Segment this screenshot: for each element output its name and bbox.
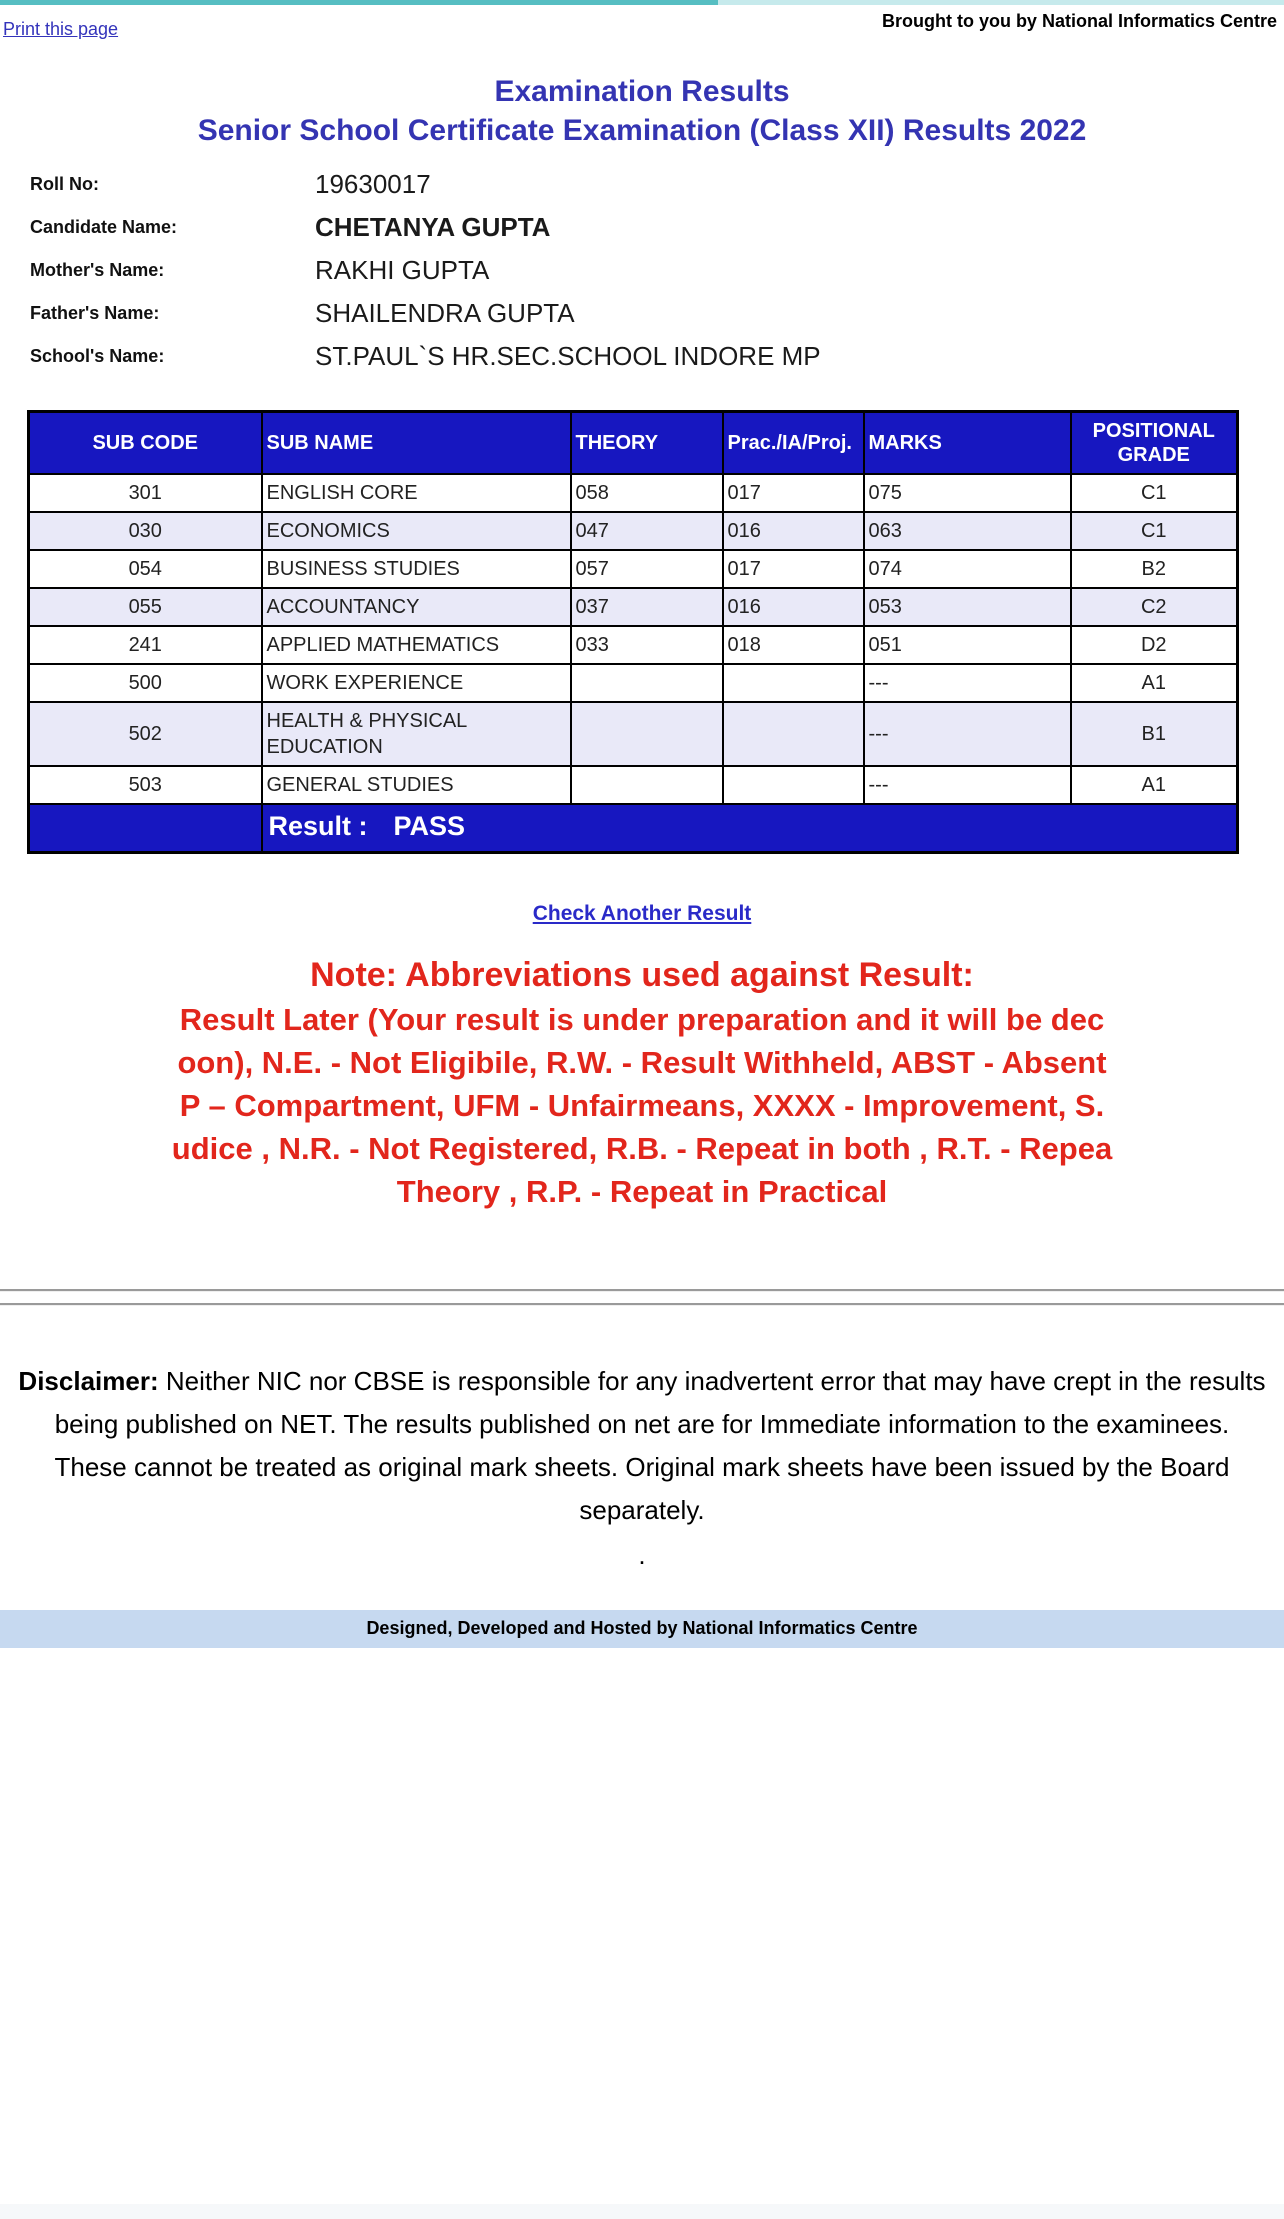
- cell-sub-name: HEALTH & PHYSICAL EDUCATION: [262, 702, 571, 766]
- top-row: [0, 5, 1284, 51]
- cell-prac: 018: [723, 626, 864, 664]
- table-row: [29, 512, 1238, 550]
- info-row-roll-no: [30, 163, 1284, 206]
- cell-theory: 047: [571, 512, 723, 550]
- cell-sub-name: GENERAL STUDIES: [262, 766, 571, 804]
- cell-marks: 051: [864, 626, 1071, 664]
- note-line: Result Later (Your result is under preparation and it will be dec: [179, 1001, 1105, 1037]
- cell-sub-code: 054: [29, 550, 262, 588]
- cell-prac: 016: [723, 588, 864, 626]
- candidate-name-label: Candidate Name:: [30, 217, 178, 237]
- table-row: [29, 474, 1238, 512]
- check-another-result-link[interactable]: Check Another Result: [532, 901, 752, 925]
- cell-sub-code: 500: [29, 664, 262, 702]
- cell-sub-name: ECONOMICS: [262, 512, 571, 550]
- cell-grade: A1: [1071, 664, 1238, 702]
- cell-grade: B2: [1071, 550, 1238, 588]
- cell-grade: D2: [1071, 626, 1238, 664]
- page-title: Examination Results: [494, 75, 790, 108]
- disclaimer-body: Neither NIC nor CBSE is responsible for any inadvertent error that may have crept in the results being published on NET. The results published on net are for Immediate information to the examinees. These cannot be treated as original mark sheets. Original mark sheets have been issued by the Board separately.: [54, 1365, 1266, 1525]
- cell-marks: 074: [864, 550, 1071, 588]
- note-heading: Note: Abbreviations used against Result:: [310, 955, 974, 994]
- note-line: Theory , R.P. - Repeat in Practical: [396, 1173, 888, 1209]
- note-line: oon), N.E. - Not Eligibile, R.W. - Result Withheld, ABST - Absent: [177, 1044, 1107, 1080]
- header-sub-code: SUB CODE: [29, 412, 262, 475]
- disclaimer-label: Disclaimer:: [18, 1365, 159, 1396]
- cell-prac: [723, 766, 864, 804]
- mother-name-value: RAKHI GUPTA: [315, 255, 490, 285]
- header-sub-name: SUB NAME: [262, 412, 571, 475]
- cell-theory: 057: [571, 550, 723, 588]
- cell-sub-code: 241: [29, 626, 262, 664]
- result-row: [29, 804, 1238, 852]
- school-name-value: ST.PAUL`S HR.SEC.SCHOOL INDORE MP: [315, 341, 821, 371]
- results-table-header-row: [29, 412, 1238, 475]
- disclaimer-text: [17, 1360, 1267, 1532]
- cell-prac: 017: [723, 474, 864, 512]
- note-line: udice , N.R. - Not Registered, R.B. - Repeat in both , R.T. - Repea: [171, 1130, 1113, 1166]
- cell-sub-code: 502: [29, 702, 262, 766]
- info-row-candidate-name: [30, 206, 1284, 249]
- info-row-school-name: [30, 335, 1284, 378]
- roll-no-value: 19630017: [315, 169, 431, 199]
- horizontal-rule: [0, 1289, 1284, 1292]
- cell-theory: [571, 766, 723, 804]
- cell-sub-name: BUSINESS STUDIES: [262, 550, 571, 588]
- cell-theory: 037: [571, 588, 723, 626]
- cell-grade: C1: [1071, 474, 1238, 512]
- header-theory: THEORY: [571, 412, 723, 475]
- table-row: [29, 702, 1238, 766]
- page-subtitle: Senior School Certificate Examination (Class XII) Results 2022: [197, 114, 1087, 147]
- candidate-info: [30, 163, 1284, 378]
- table-row: [29, 766, 1238, 804]
- table-row: [29, 664, 1238, 702]
- results-table: [27, 410, 1239, 854]
- dot-line: .: [638, 1539, 646, 1570]
- info-row-mother-name: [30, 249, 1284, 292]
- cell-prac: [723, 664, 864, 702]
- divider-rules: [0, 1289, 1284, 1306]
- cell-theory: 058: [571, 474, 723, 512]
- father-name-label: Father's Name:: [30, 303, 160, 323]
- cell-sub-code: 055: [29, 588, 262, 626]
- check-another-result-wrap: [0, 902, 1284, 926]
- bottom-band: [0, 2204, 1284, 2219]
- cell-sub-name: WORK EXPERIENCE: [262, 664, 571, 702]
- cell-marks: ---: [864, 702, 1071, 766]
- cell-theory: [571, 664, 723, 702]
- note-block: [0, 952, 1284, 1213]
- cell-grade: B1: [1071, 702, 1238, 766]
- footer-text: Designed, Developed and Hosted by National Informatics Centre: [366, 1618, 918, 1638]
- result-label: Result :: [268, 811, 368, 842]
- cell-prac: 017: [723, 550, 864, 588]
- cell-theory: 033: [571, 626, 723, 664]
- cell-sub-code: 503: [29, 766, 262, 804]
- roll-no-label: Roll No:: [30, 174, 99, 194]
- cell-prac: 016: [723, 512, 864, 550]
- footer-bar: [0, 1610, 1284, 1648]
- cell-marks: 075: [864, 474, 1071, 512]
- result-value: PASS: [393, 811, 466, 842]
- info-row-father-name: [30, 292, 1284, 335]
- header-positional-grade: POSITIONAL GRADE: [1071, 412, 1238, 475]
- cell-marks: ---: [864, 766, 1071, 804]
- note-line: P – Compartment, UFM - Unfairmeans, XXXX - Improvement, S.: [179, 1087, 1105, 1123]
- cell-grade: A1: [1071, 766, 1238, 804]
- cell-grade: C1: [1071, 512, 1238, 550]
- print-this-page-link[interactable]: Print this page: [3, 19, 119, 39]
- cell-sub-code: 301: [29, 474, 262, 512]
- header-prac: Prac./IA/Proj.: [723, 412, 864, 475]
- cell-grade: C2: [1071, 588, 1238, 626]
- table-row: [29, 550, 1238, 588]
- cell-sub-name: APPLIED MATHEMATICS: [262, 626, 571, 664]
- cell-marks: 063: [864, 512, 1071, 550]
- result-row-empty-cell: [29, 804, 262, 852]
- school-name-label: School's Name:: [30, 346, 165, 366]
- mother-name-label: Mother's Name:: [30, 260, 165, 280]
- cell-theory: [571, 702, 723, 766]
- result-cell: [262, 804, 1238, 852]
- father-name-value: SHAILENDRA GUPTA: [315, 298, 575, 328]
- cell-sub-code: 030: [29, 512, 262, 550]
- brought-by-text: Brought to you by National Informatics Centre: [881, 11, 1277, 31]
- table-row: [29, 626, 1238, 664]
- candidate-name-value: CHETANYA GUPTA: [315, 212, 551, 242]
- cell-sub-name: ENGLISH CORE: [262, 474, 571, 512]
- header-marks: MARKS: [864, 412, 1071, 475]
- cell-prac: [723, 702, 864, 766]
- cell-sub-name: ACCOUNTANCY: [262, 588, 571, 626]
- cell-marks: 053: [864, 588, 1071, 626]
- horizontal-rule: [0, 1303, 1284, 1306]
- table-row: [29, 588, 1238, 626]
- cell-marks: ---: [864, 664, 1071, 702]
